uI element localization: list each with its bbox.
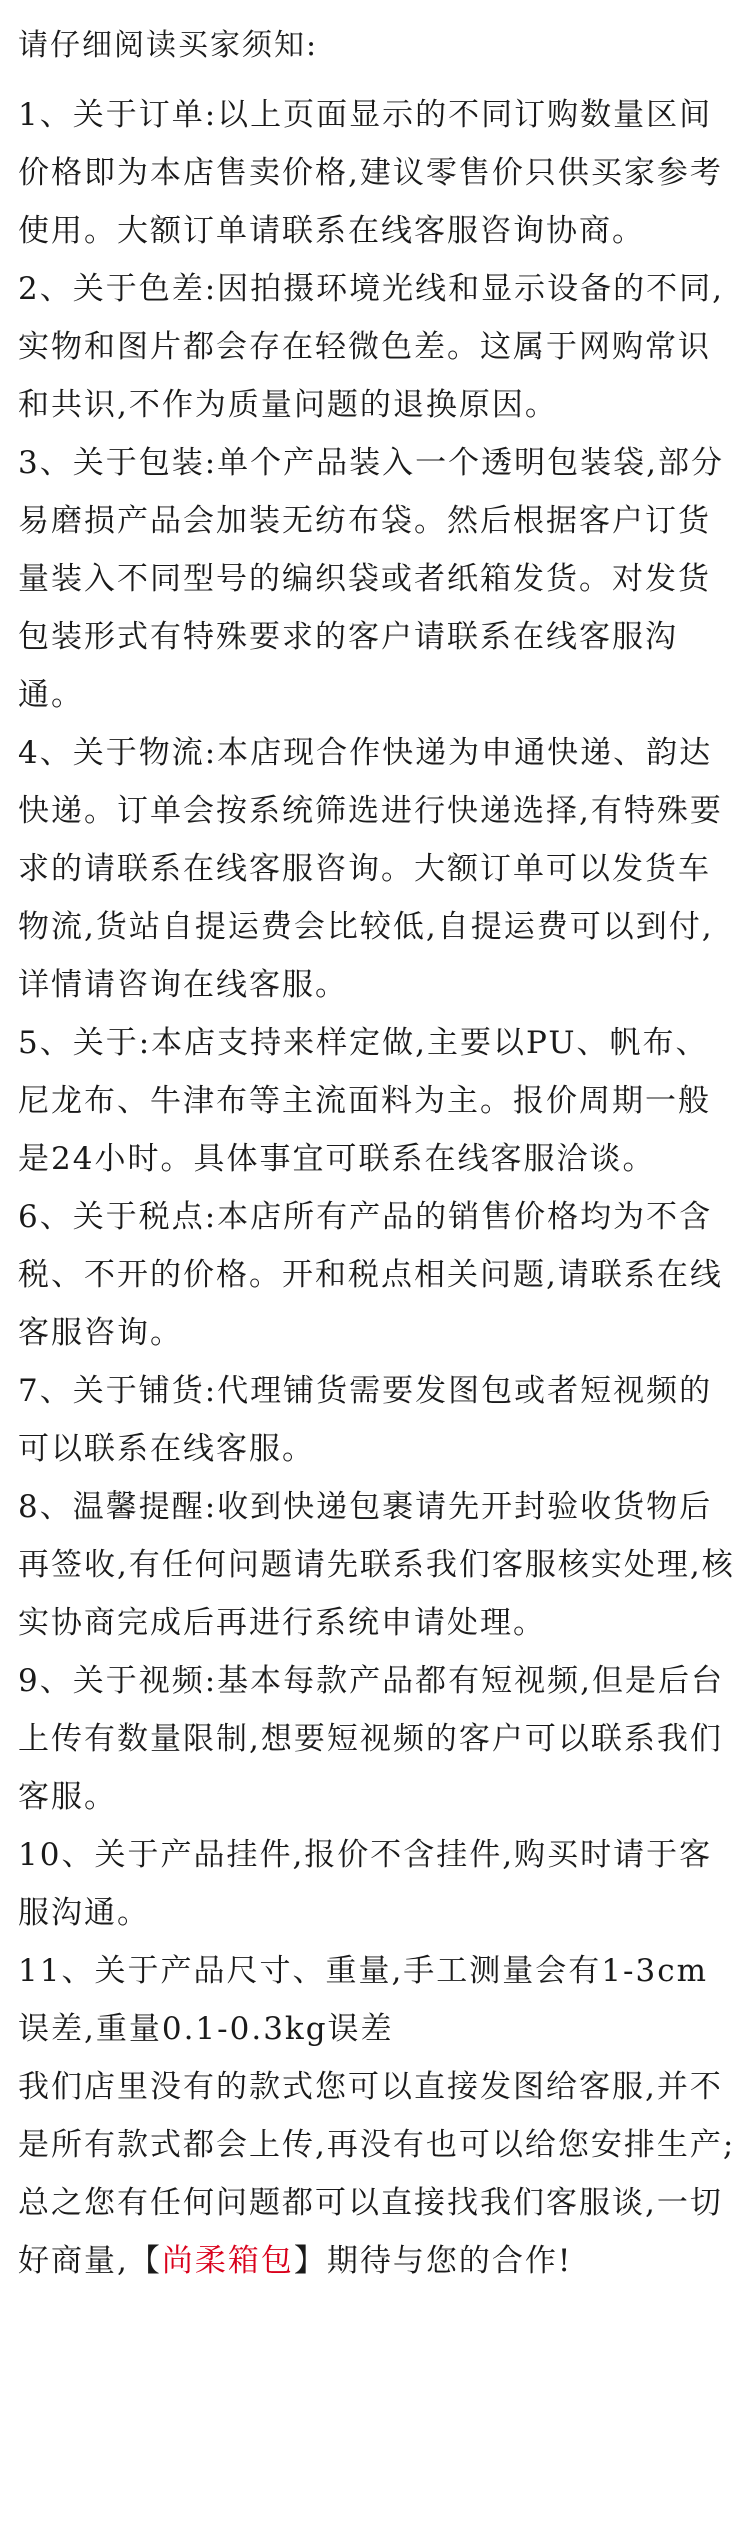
- notice-item-size-weight: 11、关于产品尺寸、重量,手工测量会有1-3cm误差,重量0.1-0.3kg误差: [18, 1953, 708, 2047]
- notice-item-distribution: 7、关于铺货:代理铺货需要发图包或者短视频的可以联系在线客服。: [18, 1373, 713, 1467]
- notice-item-order: 1、关于订单:以上页面显示的不同订购数量区间价格即为本店售卖价格,建议零售价只供买家参考使用。大额订单请联系在线客服咨询协商。: [18, 97, 723, 249]
- notice-item-tax: 6、关于税点:本店所有产品的销售价格均为不含税、不开的价格。开和税点相关问题,请联系在线客服咨询。: [18, 1199, 723, 1351]
- notice-item-color-difference: 2、关于色差:因拍摄环境光线和显示设备的不同,实物和图片都会存在轻微色差。这属于网购常识和共识,不作为质量问题的退换原因。: [18, 271, 725, 423]
- closing-text-before: 总之您有任何问题都可以直接找我们客服谈,一切好商量,【: [18, 2185, 723, 2279]
- notice-item-logistics: 4、关于物流:本店现合作快递为申通快递、韵达快递。订单会按系统筛选进行快递选择,有特殊要求的请联系在线客服咨询。大额订单可以发货车物流,货站自提运费会比较低,自提运费可以到付,详情请咨询在线客服。: [18, 735, 723, 1003]
- notice-closing: [18, 2174, 738, 2290]
- notice-item-video: 9、关于视频:基本每款产品都有短视频,但是后台上传有数量限制,想要短视频的客户可以联系我们客服。: [18, 1663, 725, 1815]
- notice-item-packaging: 3、关于包装:单个产品装入一个透明包装袋,部分易磨损产品会加装无纺布袋。然后根据客户订货量装入不同型号的编织袋或者纸箱发货。对发货包装形式有特殊要求的客户请联系在线客服沟通。: [18, 445, 725, 713]
- notice-item-custom-made: 5、关于:本店支持来样定做,主要以PU、帆布、尼龙布、牛津布等主流面料为主。报价周期一般是24小时。具体事宜可联系在线客服洽谈。: [18, 1025, 711, 1177]
- brand-name: 尚柔箱包: [161, 2243, 294, 2279]
- notice-item-custom-style: 我们店里没有的款式您可以直接发图给客服,并不是所有款式都会上传,再没有也可以给您安排生产;: [18, 2069, 736, 2163]
- notice-title: 请仔细阅读买家须知:: [18, 28, 319, 63]
- closing-text-after: 】期待与您的合作!: [293, 2243, 573, 2279]
- notice-item-pendant: 10、关于产品挂件,报价不含挂件,购买时请于客服沟通。: [18, 1837, 713, 1931]
- notice-item-reminder: 8、温馨提醒:收到快递包裹请先开封验收货物后再签收,有任何问题请先联系我们客服核实处理,核实协商完成后再进行系统申请处理。: [18, 1489, 735, 1641]
